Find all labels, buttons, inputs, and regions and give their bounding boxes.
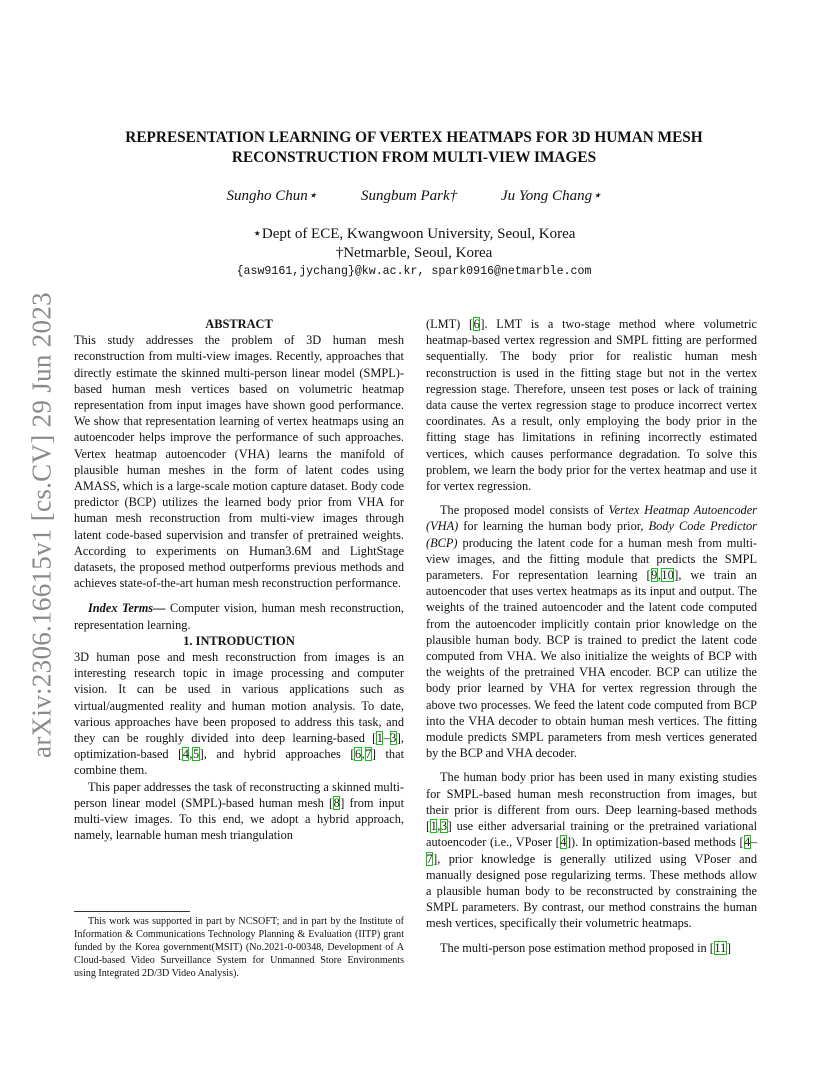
- citation-link[interactable]: 11: [714, 940, 727, 955]
- text-run: ]). In optimization-based methods [: [566, 835, 744, 850]
- vha-term: Vertex Heatmap Autoencoder (VHA): [426, 503, 757, 534]
- text-run: ,: [189, 747, 193, 762]
- citation-link[interactable]: 4: [182, 747, 189, 762]
- text-run: This paper addresses the task of reconstructing a skinned multi-person linear model (SMPL)-based human mesh [: [74, 779, 404, 810]
- title-line-1: REPRESENTATION LEARNING OF VERTEX HEATMAPS FOR 3D HUMAN MESH: [125, 129, 703, 146]
- title-line-2: RECONSTRUCTION FROM MULTI-VIEW IMAGES: [231, 149, 597, 166]
- arxiv-sidebar: [22, 290, 62, 760]
- arxiv-id: arXiv:2306.16615v1 [cs.CV] 29 Jun 2023: [26, 292, 57, 758]
- citation-link[interactable]: 4: [560, 835, 567, 850]
- abstract-heading: ABSTRACT: [205, 317, 273, 331]
- text-run: –: [383, 731, 390, 746]
- text-run: ], optimization-based [: [74, 731, 404, 762]
- emails: {asw9161,jychang}@kw.ac.kr, spark0916@netmarble.com: [236, 265, 592, 278]
- citation-link[interactable]: 6: [354, 747, 362, 762]
- intro-paragraph-1: [74, 649, 404, 779]
- text-run: ] from input multi-view images. To this end, we adopt a hybrid approach, namely, learnable human mesh triangulation: [74, 795, 405, 843]
- text-run: ]. LMT is a two-stage method where volumetric heatmap-based vertex regression and SMPL fitting are performed sequentially. The body prior for realistic human mesh reconstruction is used in the fitting stage but not in the vertex regression stage. Therefore, unseen test poses or lack of training data cause the vertex regression stage to produce incorrect vertex coordinates. As a result, only employing the body prior in the fitting stage has limitations in refining incorrectly estimated vertices, which causes performance degradation. To solve this problem, we learn the body prior for the vertex heatmap and use it for vertex regression.: [426, 317, 758, 494]
- author-3: Ju Yong Chang⋆: [500, 188, 602, 204]
- author-1: Sungho Chun⋆: [226, 188, 318, 204]
- text-run: ,: [657, 568, 661, 583]
- text-run: (LMT) [: [426, 317, 474, 331]
- right-paragraph-4: [426, 940, 757, 956]
- intro-paragraph-2: [74, 779, 404, 844]
- abstract-text: This study addresses the problem of 3D human mesh reconstruction from multi-view images. Recently, approaches that directly estimate the skinned multi-person linear model (SMPL)-based human mesh vertices based on volumetric heatmap representation from input images have shown good performance. We show that representation learning of vertex heatmaps using an autoencoder helps improve the performance of such approaches. Vertex heatmap autoencoder (VHA) learns the manifold of plausible human meshes in the form of latent codes using AMASS, which is a large-scale motion capture dataset. Body code predictor (BCP) utilizes the learned body prior from VHA for human mesh reconstruction from multi-view images through latent code-based supervision and transfer of pretrained weights. According to experiments on Human3.6M and LightStage datasets, the proposed method outperforms previous methods and achieves state-of-the-art human mesh reconstruction performance.: [74, 333, 404, 591]
- citation-link[interactable]: 6: [473, 317, 480, 331]
- citation-link[interactable]: 10: [661, 568, 674, 583]
- text-run: ] that combine them.: [74, 747, 404, 778]
- index-terms-text: Computer vision, human mesh reconstruction, representation learning.: [74, 601, 404, 632]
- bcp-term: Body Code Predictor (BCP): [426, 519, 757, 550]
- affiliation-2: †Netmarble, Seoul, Korea: [335, 245, 493, 261]
- text-run: ]: [726, 940, 731, 955]
- right-column: [426, 316, 757, 956]
- right-paragraph-1: [426, 316, 757, 494]
- citation-link[interactable]: 1: [430, 819, 437, 834]
- citation-link[interactable]: 9: [651, 568, 658, 583]
- citation-link[interactable]: 5: [192, 747, 200, 762]
- citation-link[interactable]: 7: [365, 747, 372, 762]
- text-run: ] use either adversarial training or the pretrained variational autoencoder (i.e., VPoser [: [426, 819, 757, 850]
- index-terms-label: Index Terms—: [88, 601, 166, 616]
- citation-link[interactable]: 3: [390, 731, 397, 746]
- text-run: ], prior knowledge is generally utilized using VPoser and manually designed pose regularizing terms. These methods allow a plausible human body to be reconstructed by constraining the SMPL parameters. By contrast, our method constrains the human mesh vertices, specifically their volumetric heatmaps.: [426, 851, 757, 931]
- right-paragraph-2: [426, 502, 757, 761]
- text-run: producing the latent code for a human mesh from multi-view images, and the fitting module that predicts the SMPL parameters. For representation learning [: [426, 535, 757, 583]
- text-run: for learning the human body prior,: [458, 519, 649, 534]
- citation-link[interactable]: 1: [376, 731, 383, 746]
- author-list: [70, 186, 758, 205]
- citation-link[interactable]: 7: [426, 851, 433, 866]
- citation-link[interactable]: 4: [744, 835, 751, 850]
- affiliation-1: ⋆Dept of ECE, Kwangwoon University, Seoul, Korea: [252, 226, 576, 242]
- footnote-rule: [74, 911, 190, 912]
- text-run: ,: [437, 819, 441, 834]
- paper-title: [70, 128, 758, 168]
- text-run: The proposed model consists of: [440, 503, 609, 518]
- affiliations: [70, 225, 758, 263]
- footnote: This work was supported in part by NCSOFT; and in part by the Institute of Information & Communications Technology Planning & Evaluation (IITP) grant funded by the Korea government(MSIT) (No.2021-0-00348, Development of A Cloud-based Video Surveillance System for Unmanned Store Environments using Integrated 2D/3D Video Analysis).: [74, 916, 404, 979]
- text-run: 3D human pose and mesh reconstruction from images is an interesting research topic in image processing and computer vision. It can be used in various applications such as virtual/augmented reality and human motion analysis. To date, various approaches have been proposed to address this task, and they can be roughly divided into deep learning-based [: [74, 650, 404, 746]
- intro-heading: 1. INTRODUCTION: [183, 633, 295, 648]
- text-run: The multi-person pose estimation method proposed in [: [440, 940, 714, 955]
- citation-link[interactable]: 3: [440, 819, 448, 834]
- index-terms: [74, 600, 404, 632]
- text-run: ], and hybrid approaches [: [199, 747, 355, 762]
- text-run: –: [750, 835, 757, 850]
- citation-link[interactable]: 8: [333, 795, 340, 810]
- text-run: The human body prior has been used in many existing studies for SMPL-based human mesh reconstruction from images, but their prior is different from ours. Deep learning-based methods [: [426, 770, 757, 834]
- right-paragraph-3: [426, 769, 757, 931]
- text-run: ], we train an autoencoder that uses vertex heatmaps as its input and output. The weights of the trained autoencoder and the latent code computed from the autoencoder implicitly contain prior knowledge on the plausible human body. BCP is trained to predict the latent code computed from VHA. We also initialize the weights of BCP with the weights of the pretrained VHA encoder. BCP can utilize the body prior learned by VHA for vertex regression through the above two processes. We feed the latent code computed from BCP into the VHA decoder to obtain human mesh vertices. The fitting module predicts SMPL parameters from mesh vertices generated by the BCP and VHA decoder.: [426, 568, 757, 761]
- left-column: [74, 316, 404, 844]
- text-run: ,: [361, 747, 365, 762]
- author-2: Sungbum Park†: [360, 188, 458, 204]
